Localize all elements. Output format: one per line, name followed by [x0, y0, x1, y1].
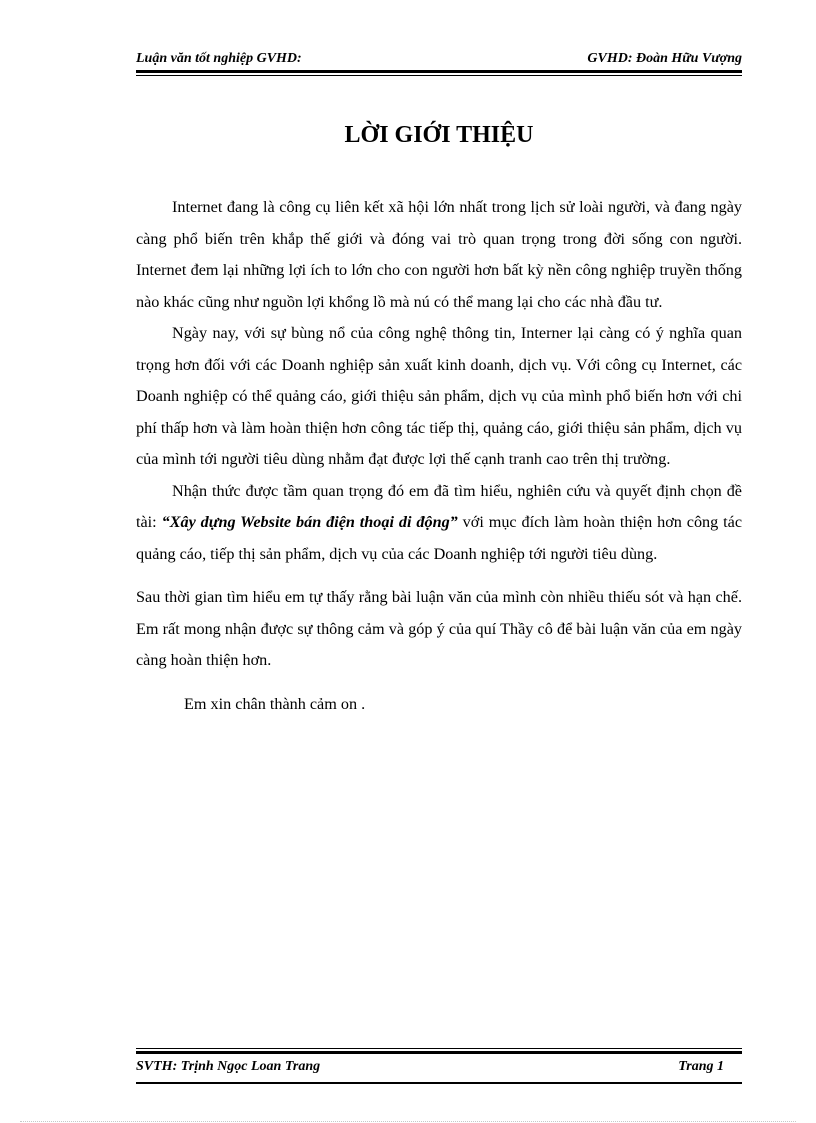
page-header — [136, 50, 742, 68]
paragraph-2: Ngày nay, với sự bùng nổ của công nghệ thông tin, Interner lại càng có ý nghĩa quan trọng hơn đối với các Doanh nghiệp sản xuất kinh doanh, dịch vụ. Với công cụ Internet, các Doanh nghiệp có thể quảng cáo, giới thiệu sản phẩm, dịch vụ của mình phổ biến hơn với chi phí thấp hơn và làm hoàn thiện hơn công tác tiếp thị, quảng cáo, giới thiệu sản phẩm, dịch vụ của mình tới người tiêu dùng nhằm đạt được lợi thế cạnh tranh cao trên thị trường. — [136, 324, 742, 468]
footer-rule-bottom — [136, 1082, 742, 1084]
page-title: LỜI GIỚI THIỆU — [344, 122, 534, 148]
header-rule-thin — [136, 75, 742, 76]
header-rule-thick — [136, 70, 742, 73]
thesis-topic: “Xây dựng Website bán điện thoại di động” — [161, 513, 458, 531]
paragraph-3-lead: Nhận thức được tầm quan trọng đó em đã tìm hiểu, nghiên cứu và quyết định chọn đề tài: — [136, 481, 742, 531]
paragraph-gap — [136, 570, 742, 582]
footer-rule-thick — [136, 1051, 742, 1054]
page-footer — [136, 1058, 742, 1076]
footer-page-number: Trang 1 — [678, 1059, 724, 1074]
footer-student-label: SVTH: Trịnh Ngọc Loan Trang — [136, 1059, 321, 1074]
paragraph-4: Sau thời gian tìm hiểu em tự thấy rằng bài luận văn của mình còn nhiều thiếu sót và hạn chế. Em rất mong nhận được sự thông cảm và góp ý của quí Thầy cô để bài luận văn của em ngày càng hoàn thiện hơn. — [136, 588, 742, 669]
paragraph-3 — [136, 476, 742, 571]
page-edge-dotted-line — [20, 1121, 796, 1122]
header-thesis-label: Luận văn tốt nghiệp GVHD: — [136, 51, 302, 66]
footer-rule-thin — [136, 1048, 742, 1049]
body-text — [136, 192, 742, 720]
thanks-line: Em xin chân thành cảm on . — [184, 694, 366, 713]
header-advisor-label: GVHD: Đoàn Hữu Vượng — [587, 51, 742, 66]
paragraph-1: Internet đang là công cụ liên kết xã hội lớn nhất trong lịch sử loài người, và đang ngày càng phổ biến trên khắp thế giới và đóng vai trò quan trọng trong đời sống con người. Internet đem lại những lợi ích to lớn cho con người hơn bất kỳ nền công nghiệp truyền thống nào khác cũng như nguồn lợi khổng lồ mà nú có thể mang lại cho các nhà đầu tư. — [136, 198, 742, 311]
paragraph-3-tail: với mục đích làm hoàn thiện hơn công tác quảng cáo, tiếp thị sản phẩm, dịch vụ của các Doanh nghiệp tới người tiêu dùng. — [136, 513, 743, 563]
